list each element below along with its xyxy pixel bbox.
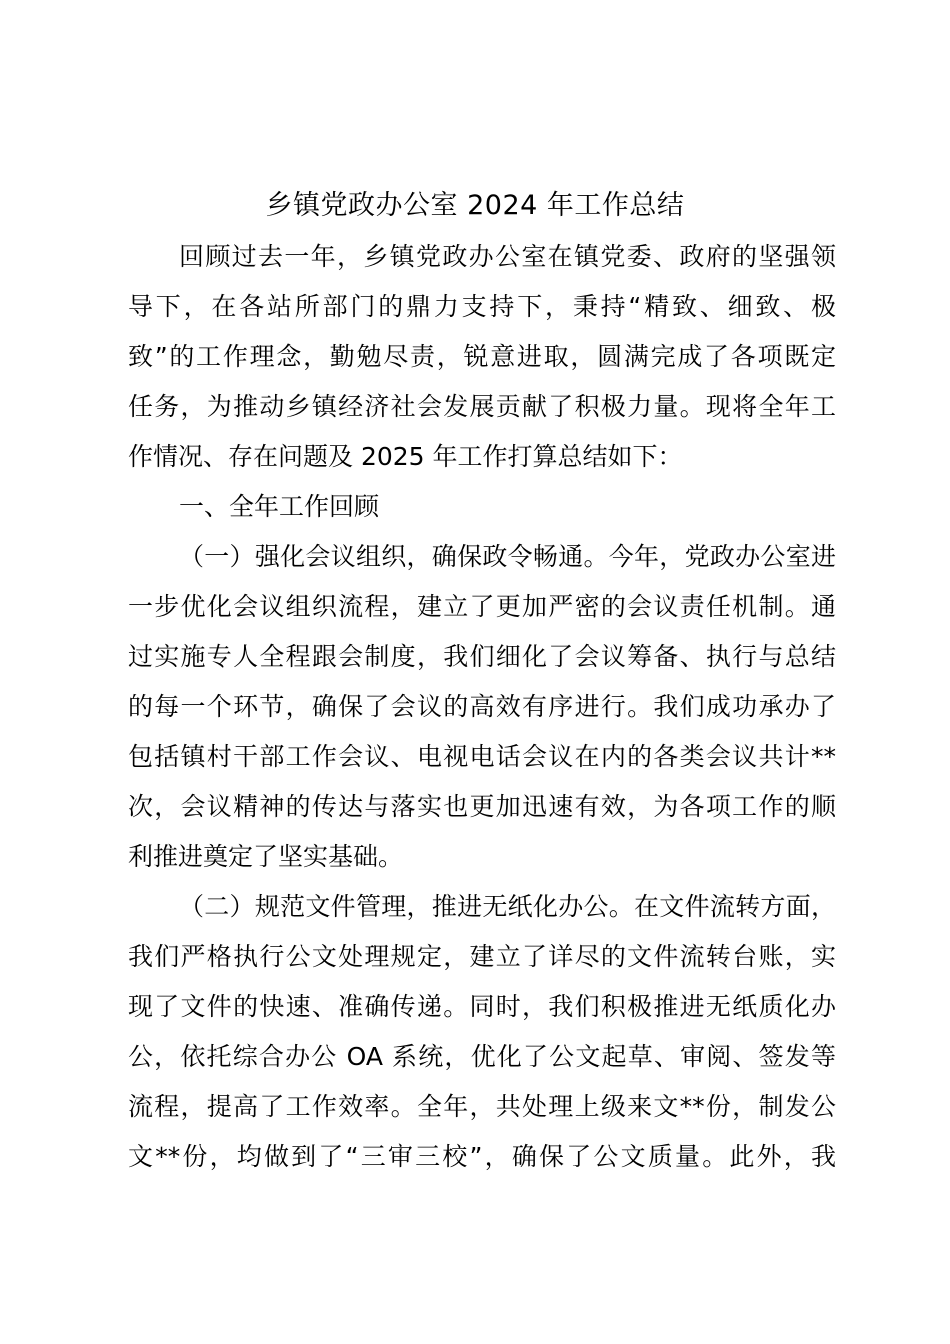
body-line: 现了文件的快速、准确传递。同时，我们积极推进无纸质化办 bbox=[128, 992, 836, 1021]
body-line: 文**份，均做到了“三审三校”，确保了公文质量。此外，我 bbox=[128, 1142, 836, 1171]
body-line: 我们严格执行公文处理规定，建立了详尽的文件流转台账，实 bbox=[128, 942, 836, 971]
body-line: （二）规范文件管理，推进无纸化办公。在文件流转方面， bbox=[179, 892, 836, 921]
body-line: 致”的工作理念，勤勉尽责，锐意进取，圆满完成了各项既定 bbox=[128, 342, 836, 371]
document-body bbox=[128, 232, 836, 1182]
document-title: 乡镇党政办公室 2024 年工作总结 bbox=[265, 190, 685, 221]
body-line: 回顾过去一年，乡镇党政办公室在镇党委、政府的坚强领 bbox=[179, 242, 836, 271]
body-line: 利推进奠定了坚实基础。 bbox=[128, 842, 404, 871]
body-line: 导下，在各站所部门的鼎力支持下，秉持“精致、细致、极 bbox=[128, 292, 836, 321]
body-line: 一、全年工作回顾 bbox=[179, 492, 380, 521]
body-line: 次，会议精神的传达与落实也更加迅速有效，为各项工作的顺 bbox=[128, 792, 836, 821]
body-line: 任务，为推动乡镇经济社会发展贡献了积极力量。现将全年工 bbox=[128, 392, 836, 421]
body-line: 一步优化会议组织流程，建立了更加严密的会议责任机制。通 bbox=[128, 592, 836, 621]
body-line: 作情况、存在问题及 2025 年工作打算总结如下： bbox=[128, 442, 683, 471]
body-line: 公，依托综合办公 OA 系统，优化了公文起草、审阅、签发等 bbox=[128, 1042, 836, 1071]
body-line: 流程，提高了工作效率。全年，共处理上级来文**份，制发公 bbox=[128, 1092, 836, 1121]
body-line: （一）强化会议组织，确保政令畅通。今年，党政办公室进 bbox=[179, 542, 836, 571]
body-line: 包括镇村干部工作会议、电视电话会议在内的各类会议共计** bbox=[128, 742, 836, 771]
body-line: 过实施专人全程跟会制度，我们细化了会议筹备、执行与总结 bbox=[128, 642, 836, 671]
body-line: 的每一个环节，确保了会议的高效有序进行。我们成功承办了 bbox=[128, 692, 836, 721]
